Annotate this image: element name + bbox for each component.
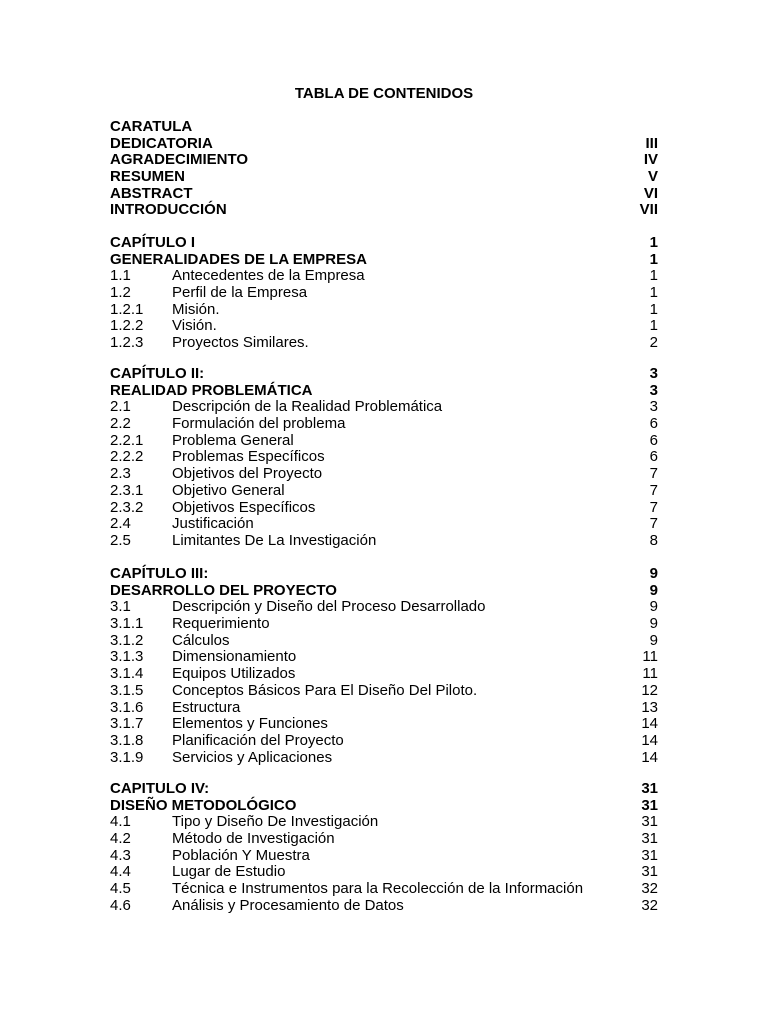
toc-page: V [647,168,658,186]
toc-text: Justificación [172,515,254,533]
toc-text: Objetivos Específicos [172,498,316,516]
chapter-heading [110,781,658,798]
toc-row [110,186,658,203]
toc-page: 6 [649,415,658,433]
toc-row [110,649,658,666]
toc-row [110,268,658,285]
toc-row [110,416,658,433]
toc-page: 9 [649,598,658,616]
toc-page: 31 [641,863,658,881]
toc-number: 3.1.6 [110,698,144,716]
toc-number: 1.2.1 [110,300,144,318]
toc-number: 2.1 [110,398,131,416]
toc-page: 1 [649,234,658,251]
toc-page: 12 [641,681,658,699]
toc-number: 2.3.1 [110,481,144,499]
toc-text: Servicios y Aplicaciones [172,748,333,766]
toc-page: 31 [641,780,658,797]
chapter-name [110,583,658,600]
toc-number: 1.2.3 [110,334,144,352]
toc-row [110,616,658,633]
toc-number: 2.3 [110,465,131,483]
toc-row [110,302,658,319]
chapter-heading-label: CAPÍTULO I [110,234,195,251]
toc-row [110,399,658,416]
toc-page: 6 [649,431,658,449]
front-matter [110,119,658,219]
toc-page: VII [639,201,658,219]
toc-label: DEDICATORIA [110,134,213,152]
toc-page: 9 [649,615,658,633]
toc-label: AGRADECIMIENTO [110,151,249,169]
toc-row [110,136,658,153]
toc-number: 3.1.7 [110,715,144,733]
toc-row [110,169,658,186]
toc-page: 7 [649,515,658,533]
toc-label: INTRODUCCIÓN [110,201,227,219]
toc-number: 4.4 [110,863,131,881]
toc-number: 2.3.2 [110,498,144,516]
toc-row [110,633,658,650]
page-title: TABLA DE CONTENIDOS [294,85,474,102]
toc-text: Perfil de la Empresa [172,284,308,302]
toc-page: 31 [641,813,658,831]
toc-text: Estructura [172,698,241,716]
toc-number: 2.4 [110,515,131,533]
toc-row [110,335,658,352]
toc-text: Misión. [172,300,220,318]
toc-page: 32 [641,896,658,914]
chapter-name-label: GENERALIDADES DE LA EMPRESA [110,250,367,268]
chapter-1-section [110,235,658,352]
toc-row [110,466,658,483]
toc-text: Conceptos Básicos Para El Diseño Del Piloto. [172,681,478,699]
toc-text: Descripción y Diseño del Proceso Desarrollado [172,598,486,616]
toc-row [110,285,658,302]
toc-row [110,318,658,335]
toc-row [110,500,658,517]
toc-page: 13 [641,698,658,716]
toc-text: Descripción de la Realidad Problemática [172,398,443,416]
toc-text: Población Y Muestra [172,846,310,864]
chapter-heading-label: CAPITULO IV: [110,780,210,797]
toc-row [110,881,658,898]
toc-text: Técnica e Instrumentos para la Recolección de la Información [172,880,584,898]
toc-text: Análisis y Procesamiento de Datos [172,896,404,914]
chapter-name-label: DESARROLLO DEL PROYECTO [110,581,337,599]
toc-number: 3.1.4 [110,665,144,683]
toc-page: 7 [649,481,658,499]
toc-text: Cálculos [172,631,230,649]
toc-text: Proyectos Similares. [172,334,309,352]
toc-page: 1 [649,284,658,302]
toc-text: Planificación del Proyecto [172,731,344,749]
toc-number: 4.6 [110,896,131,914]
toc-row [110,848,658,865]
toc-text: Objetivo General [172,481,285,499]
toc-row [110,733,658,750]
toc-page: 2 [649,334,658,352]
chapter-heading-label: CAPÍTULO II: [110,365,205,382]
toc-page: 8 [649,531,658,549]
toc-page: 11 [642,648,658,666]
toc-page: 7 [649,498,658,516]
toc-page: 9 [649,581,658,599]
toc-page: 9 [649,565,658,582]
toc-page: 1 [649,317,658,335]
toc-number: 4.3 [110,846,131,864]
toc-number: 3.1.1 [110,615,144,633]
toc-row [110,449,658,466]
toc-page: 3 [649,365,658,382]
toc-label: CARATULA [110,118,193,135]
chapter-name [110,383,658,400]
toc-text: Problema General [172,431,294,449]
toc-page: 14 [641,748,658,766]
toc-text: Limitantes De La Investigación [172,531,377,549]
chapter-heading-label: CAPÍTULO III: [110,565,209,582]
toc-text: Elementos y Funciones [172,715,328,733]
toc-page: III [645,134,658,152]
toc-number: 3.1.5 [110,681,144,699]
toc-number: 4.1 [110,813,131,831]
toc-text: Formulación del problema [172,415,346,433]
toc-row [110,831,658,848]
chapter-heading [110,366,658,383]
toc-page: 1 [649,300,658,318]
toc-page: 11 [642,665,658,683]
toc-number: 1.2.2 [110,317,144,335]
chapter-name-label: DISEÑO METODOLÓGICO [110,796,297,814]
toc-label: RESUMEN [110,168,186,186]
toc-page: 6 [649,448,658,466]
toc-text: Método de Investigación [172,830,335,848]
toc-text: Problemas Específicos [172,448,325,466]
toc-number: 1.2 [110,284,131,302]
toc-number: 3.1.3 [110,648,144,666]
toc-text: Visión. [172,317,217,335]
toc-page: 1 [649,250,658,268]
toc-number: 3.1.9 [110,748,144,766]
toc-text: Equipos Utilizados [172,665,296,683]
toc-number: 3.1.2 [110,631,144,649]
toc-text: Lugar de Estudio [172,863,286,881]
toc-page: 7 [649,465,658,483]
toc-number: 4.5 [110,880,131,898]
chapter-name-label: REALIDAD PROBLEMÁTICA [110,381,313,399]
chapter-2-section [110,366,658,550]
toc-row [110,483,658,500]
toc-number: 4.2 [110,830,131,848]
toc-row [110,700,658,717]
toc-page: IV [643,151,658,169]
toc-page: 9 [649,631,658,649]
toc-row [110,683,658,700]
chapter-name [110,252,658,269]
toc-number: 3.1 [110,598,131,616]
toc-row [110,152,658,169]
toc-text: Dimensionamiento [172,648,297,666]
toc-row [110,202,658,219]
toc-row [110,433,658,450]
toc-page: 3 [649,398,658,416]
chapter-heading [110,566,658,583]
toc-number: 2.5 [110,531,131,549]
toc-row [110,814,658,831]
toc-number: 1.1 [110,267,131,285]
toc-page: 31 [641,830,658,848]
toc-label: ABSTRACT [110,184,193,202]
toc-number: 2.2 [110,415,131,433]
toc-number: 3.1.8 [110,731,144,749]
toc-row [110,750,658,767]
chapter-3-section [110,566,658,766]
chapter-heading [110,235,658,252]
toc-page: 14 [641,715,658,733]
toc-text: Antecedentes de la Empresa [172,267,365,285]
toc-page: 14 [641,731,658,749]
toc-row [110,864,658,881]
toc-row [110,666,658,683]
toc-row [110,533,658,550]
toc-page: 3 [649,381,658,399]
toc-text: Tipo y Diseño De Investigación [172,813,379,831]
toc-page: 1 [649,267,658,285]
chapter-name [110,798,658,815]
toc-row [110,119,658,136]
toc-page: 31 [641,846,658,864]
toc-page: VI [643,184,658,202]
toc-number: 2.2.2 [110,448,144,466]
toc-text: Requerimiento [172,615,270,633]
toc-row [110,716,658,733]
toc-page: 31 [641,796,658,814]
chapter-4-section [110,781,658,915]
toc-row [110,516,658,533]
toc-text: Objetivos del Proyecto [172,465,323,483]
toc-page: 32 [641,880,658,898]
toc-row [110,898,658,915]
toc-row [110,599,658,616]
toc-number: 2.2.1 [110,431,144,449]
